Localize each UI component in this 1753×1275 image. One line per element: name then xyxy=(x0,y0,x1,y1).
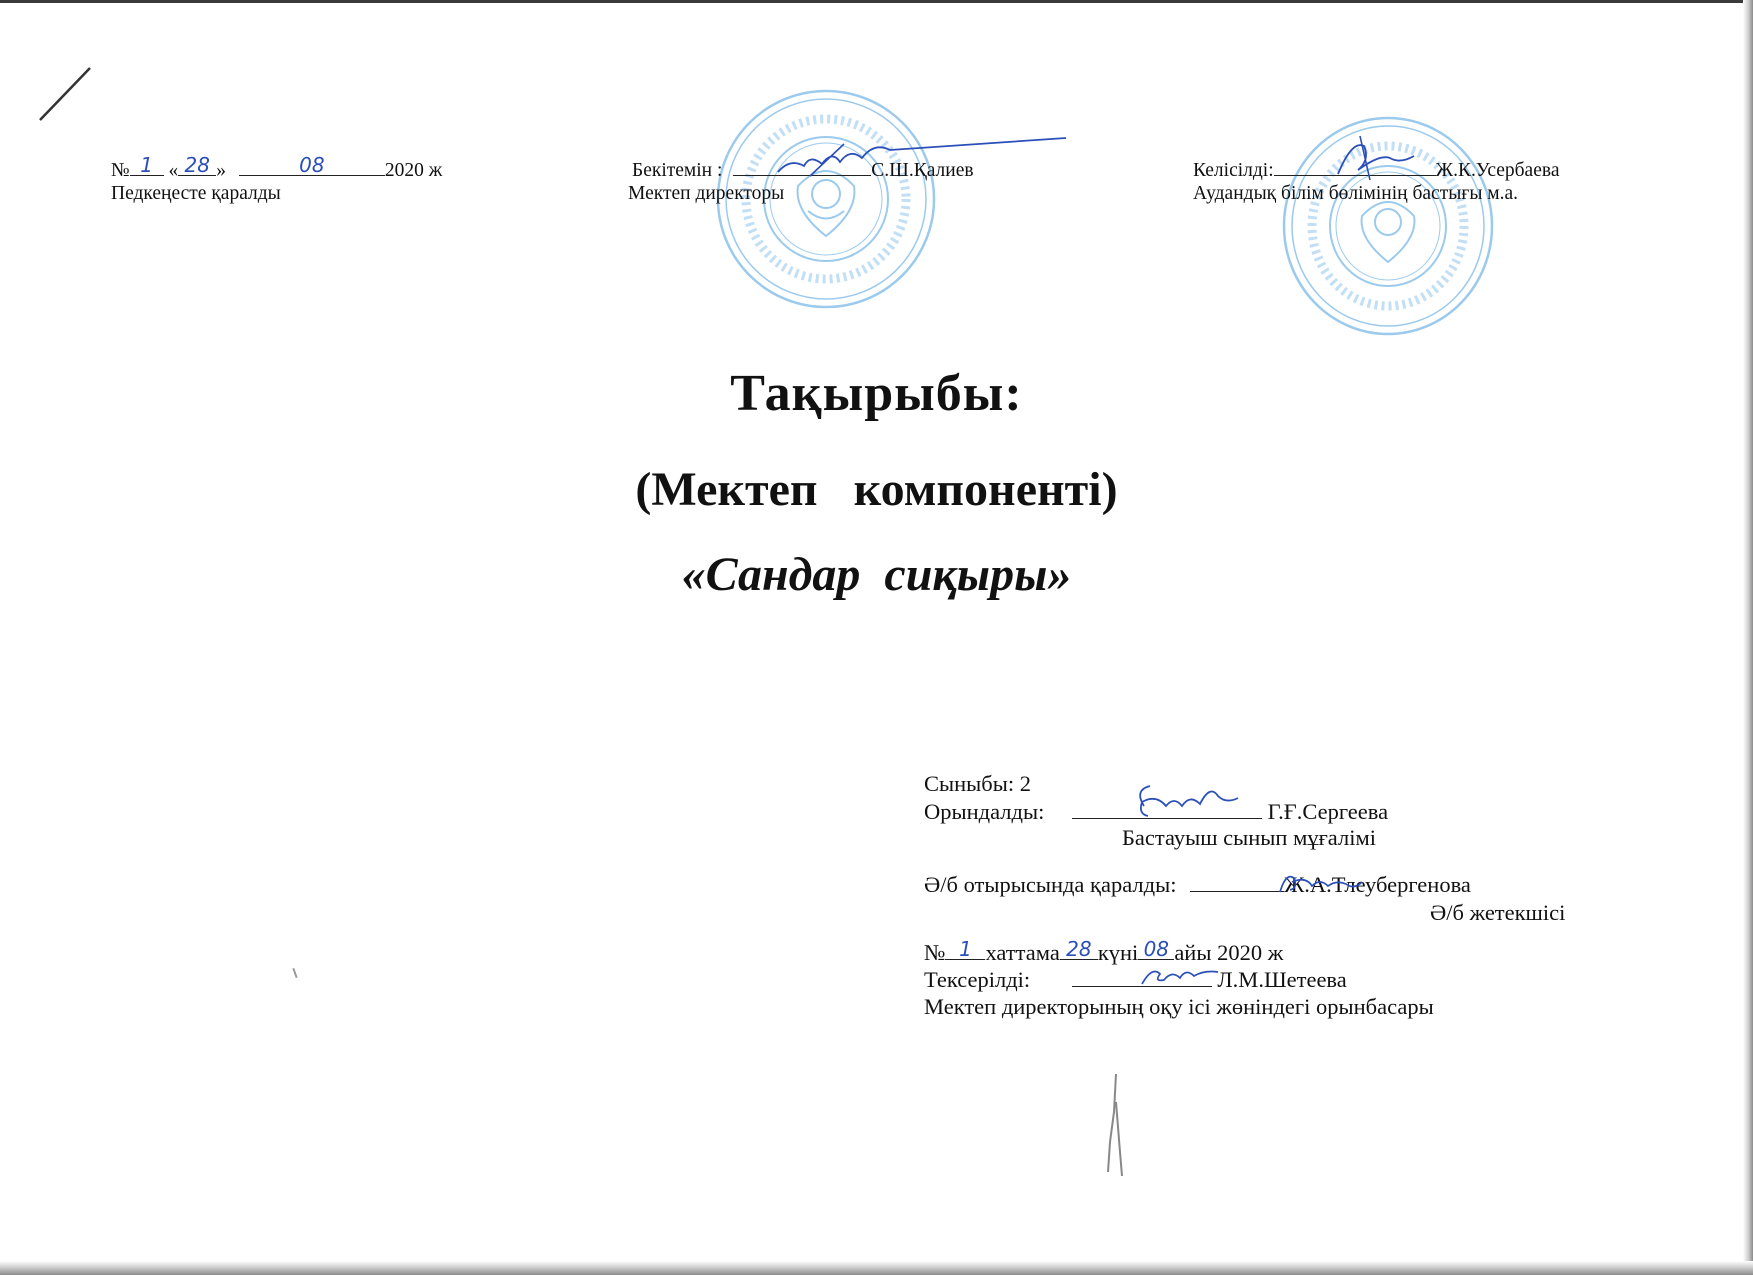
pedsovet-caption: Педкеңесте қаралды xyxy=(111,183,281,204)
protocol-text: хаттама xyxy=(985,940,1060,965)
agreement-label: Келісілді: xyxy=(1193,160,1274,181)
protocol-day-blank xyxy=(1060,937,1098,961)
protocol-line xyxy=(111,153,443,182)
performed-name: Г.Ғ.Сергеева xyxy=(1267,799,1389,824)
head-role: Аудандық білім бөлімінің бастығы м.а. xyxy=(1193,183,1519,204)
year-text: 2020 ж xyxy=(384,160,443,181)
director-name: С.Ш.Қалиев xyxy=(871,160,974,181)
scan-edge-bottom xyxy=(0,1261,1753,1275)
topic-title: «Сандар сиқыры» xyxy=(681,548,1072,601)
performed-role: Бастауыш сынып мұғалімі xyxy=(1122,825,1376,850)
checked-role: Мектеп директорының оқу ісі жөніндегі орынбасары xyxy=(924,994,1434,1019)
number-prefix: № xyxy=(111,160,130,181)
component-heading: (Мектеп компоненті) xyxy=(635,463,1118,516)
head-signature-icon xyxy=(1330,130,1420,186)
handwritten-month: 08 xyxy=(299,153,325,177)
scan-edge-top xyxy=(0,0,1753,3)
teacher-signature-icon xyxy=(1126,776,1246,826)
head-name: Ж.К.Усербаева xyxy=(1435,160,1560,181)
protocol-no-prefix: № xyxy=(924,940,946,965)
close-quote: » xyxy=(216,160,226,181)
handwritten-number: 1 xyxy=(140,153,153,177)
scan-mark-icon xyxy=(36,64,96,124)
protocol-month-text: айы 2020 ж xyxy=(1174,940,1284,965)
protocol-line-info xyxy=(924,937,1284,965)
scan-edge-right xyxy=(1743,0,1753,1275)
handwritten-protocol-day: 28 xyxy=(1066,937,1092,961)
mo-role: Ә/б жетекшісі xyxy=(1430,900,1566,925)
director-signature-icon xyxy=(770,128,1070,184)
handwritten-day: 28 xyxy=(184,153,210,177)
month-blank xyxy=(239,153,385,177)
open-quote: « xyxy=(168,160,179,181)
performed-label: Орындалды: xyxy=(924,799,1045,824)
checked-label: Тексерілді: xyxy=(924,967,1031,992)
checked-name: Л.М.Шетеева xyxy=(1217,967,1347,992)
protocol-no-blank xyxy=(945,937,985,961)
protocol-day-text: күні xyxy=(1097,940,1139,965)
number-blank xyxy=(130,153,164,177)
handwritten-protocol-month: 08 xyxy=(1143,937,1170,961)
topic-heading: Тақырыбы: xyxy=(730,365,1023,422)
deputy-signature-icon xyxy=(1134,960,1224,990)
approval-label: Бекітемін : xyxy=(632,160,723,181)
director-role: Мектеп директоры xyxy=(628,183,785,204)
mo-name: Ж.А.Тлеубергенова xyxy=(1284,872,1471,897)
scan-artifact-icon xyxy=(1100,1072,1130,1182)
mo-label: Ә/б отырысында қаралды: xyxy=(924,872,1177,897)
protocol-month-blank xyxy=(1138,937,1174,961)
scan-speck xyxy=(292,968,297,978)
mo-signature-blank xyxy=(1190,875,1284,892)
mo-line xyxy=(924,873,1471,897)
mo-signature-icon xyxy=(1276,868,1366,898)
grade-line: Сыныбы: 2 xyxy=(924,771,1031,796)
day-blank xyxy=(178,153,216,177)
handwritten-protocol-no: 1 xyxy=(959,937,972,961)
